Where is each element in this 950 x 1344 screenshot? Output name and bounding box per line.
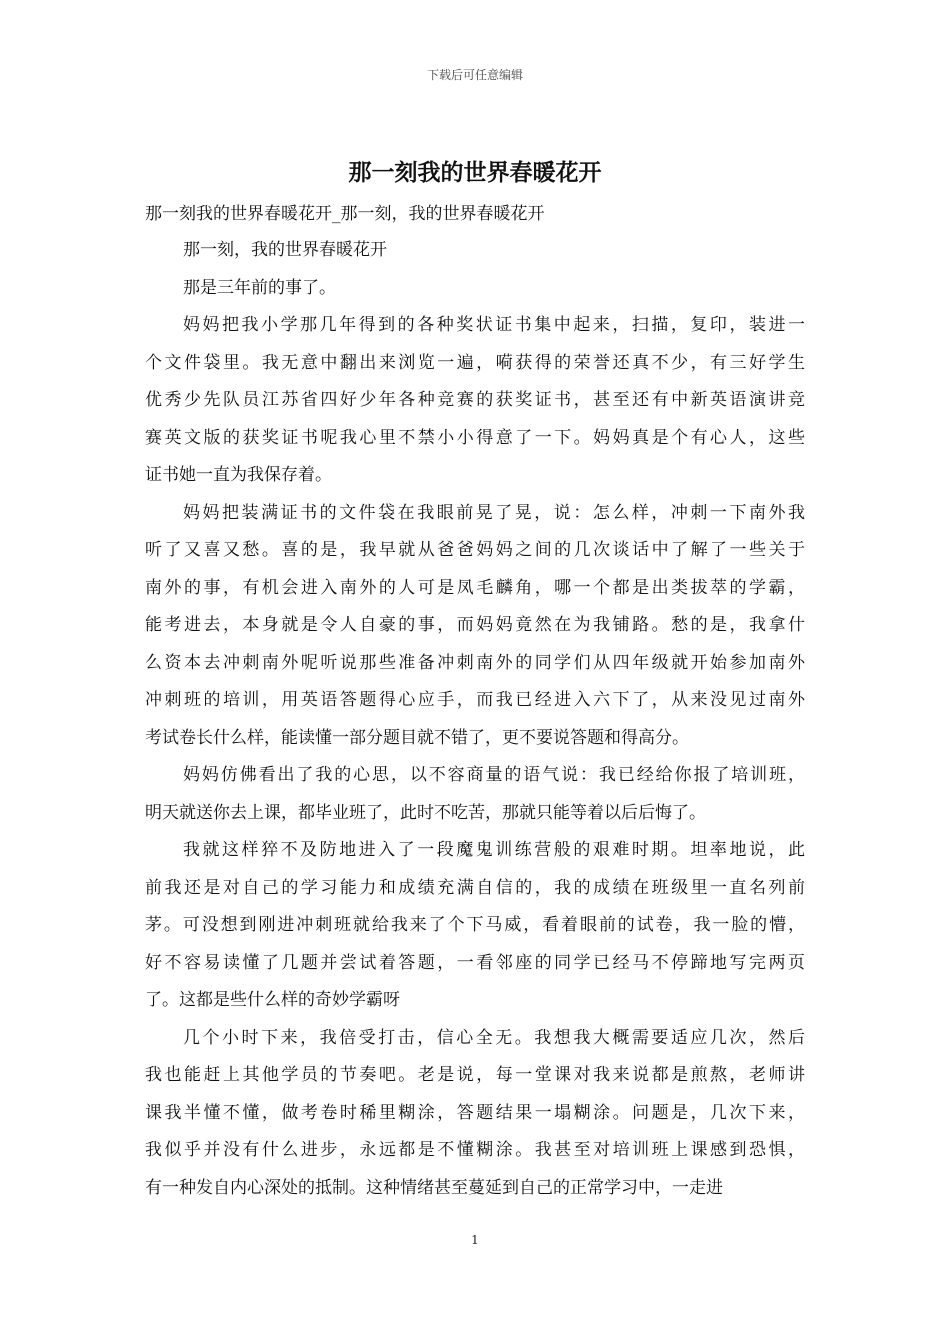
paragraph-line: 冲刺班的培训，用英语答题得心应手，而我已经进入六下了，从来没见过南外 — [145, 690, 805, 710]
body-paragraph — [145, 832, 805, 1020]
paragraph-line: 听了又喜又愁。喜的是，我早就从爸爸妈妈之间的几次谈话中了解了一些关于 — [145, 540, 805, 560]
paragraph-line: 了。这都是些什么样的奇妙学霸呀 — [145, 990, 400, 1010]
paragraph-line: 考试卷长什么样，能读懂一部分题目就不错了，更不要说答题和得高分。 — [145, 727, 689, 748]
body-paragraph — [145, 1020, 805, 1208]
body-paragraph — [145, 232, 805, 270]
body-paragraph — [145, 495, 805, 758]
page-header: 下载后可任意编辑 — [426, 68, 523, 82]
body-paragraph — [145, 757, 805, 832]
paragraph-list — [145, 232, 805, 1207]
paragraph-line: 课我半懂不懂，做考卷时稀里糊涂，答题结果一塌糊涂。问题是，几次下来， — [145, 1102, 805, 1123]
body-paragraph — [145, 307, 805, 495]
paragraph-line: 明天就送你去上课，都毕业班了，此时不吃苦，那就只能等着以后后悔了。 — [145, 802, 706, 823]
paragraph-line: 妈妈仿佛看出了我的心思，以不容商量的语气说：我已经给你报了培训班， — [183, 765, 805, 785]
paragraph-line: 妈妈把我小学那几年得到的各种奖状证书集中起来，扫描，复印，装进一 — [183, 315, 805, 335]
document-body — [145, 196, 805, 1207]
paragraph-line: 那一刻，我的世界春暖花开 — [183, 240, 387, 260]
document-title: 那一刻我的世界春暖花开 — [348, 159, 602, 186]
paragraph-line: 我也能赶上其他学员的节奏吧。老是说，每一堂课对我来说都是煎熬，老师讲 — [145, 1065, 805, 1085]
paragraph-line: 那是三年前的事了。 — [183, 277, 336, 298]
paragraph-line: 我就这样猝不及防地进入了一段魔鬼训练营般的艰难时期。坦率地说，此 — [183, 840, 805, 860]
paragraph-line: 妈妈把装满证书的文件袋在我眼前晃了晃，说：怎么样，冲刺一下南外我 — [183, 502, 805, 523]
subtitle-line: 那一刻我的世界春暖花开_那一刻，我的世界春暖花开 — [145, 204, 545, 224]
paragraph-line: 赛英文版的获奖证书呢我心里不禁小小得意了一下。妈妈真是个有心人，这些 — [145, 427, 805, 448]
paragraph-line: 几个小时下来，我倍受打击，信心全无。我想我大概需要适应几次，然后 — [183, 1027, 805, 1048]
paragraph-line: 优秀少先队员江苏省四好少年各种竞赛的获奖证书，甚至还有中新英语演讲竞 — [145, 390, 805, 410]
paragraph-line: 能考进去，本身就是令人自豪的事，而妈妈竟然在为我铺路。愁的是，我拿什 — [145, 615, 805, 635]
paragraph-line: 证书她一直为我保存着。 — [145, 465, 332, 485]
paragraph-line: 么资本去冲刺南外呢听说那些准备冲刺南外的同学们从四年级就开始参加南外 — [145, 652, 805, 673]
paragraph-line: 好不容易读懂了几题并尝试着答题，一看邻座的同学已经马不停蹄地写完两页 — [145, 952, 805, 973]
page-number: 1 — [471, 1233, 479, 1247]
paragraph-line: 个文件袋里。我无意中翻出来浏览一遍，嗬获得的荣誉还真不少，有三好学生 — [145, 352, 805, 373]
paragraph-line: 南外的事，有机会进入南外的人可是凤毛麟角，哪一个都是出类拔萃的学霸， — [145, 577, 805, 598]
paragraph-line: 我似乎并没有什么进步，永远都是不懂糊涂。我甚至对培训班上课感到恐惧， — [145, 1140, 805, 1160]
paragraph-line: 前我还是对自己的学习能力和成绩充满自信的，我的成绩在班级里一直名列前 — [145, 877, 805, 898]
body-paragraph — [145, 270, 805, 308]
paragraph-line: 茅。可没想到刚进冲刺班就给我来了个下马威，看着眼前的试卷，我一脸的懵， — [145, 915, 805, 935]
paragraph-line: 有一种发自内心深处的抵制。这种情绪甚至蔓延到自己的正常学习中，一走进 — [145, 1177, 723, 1198]
